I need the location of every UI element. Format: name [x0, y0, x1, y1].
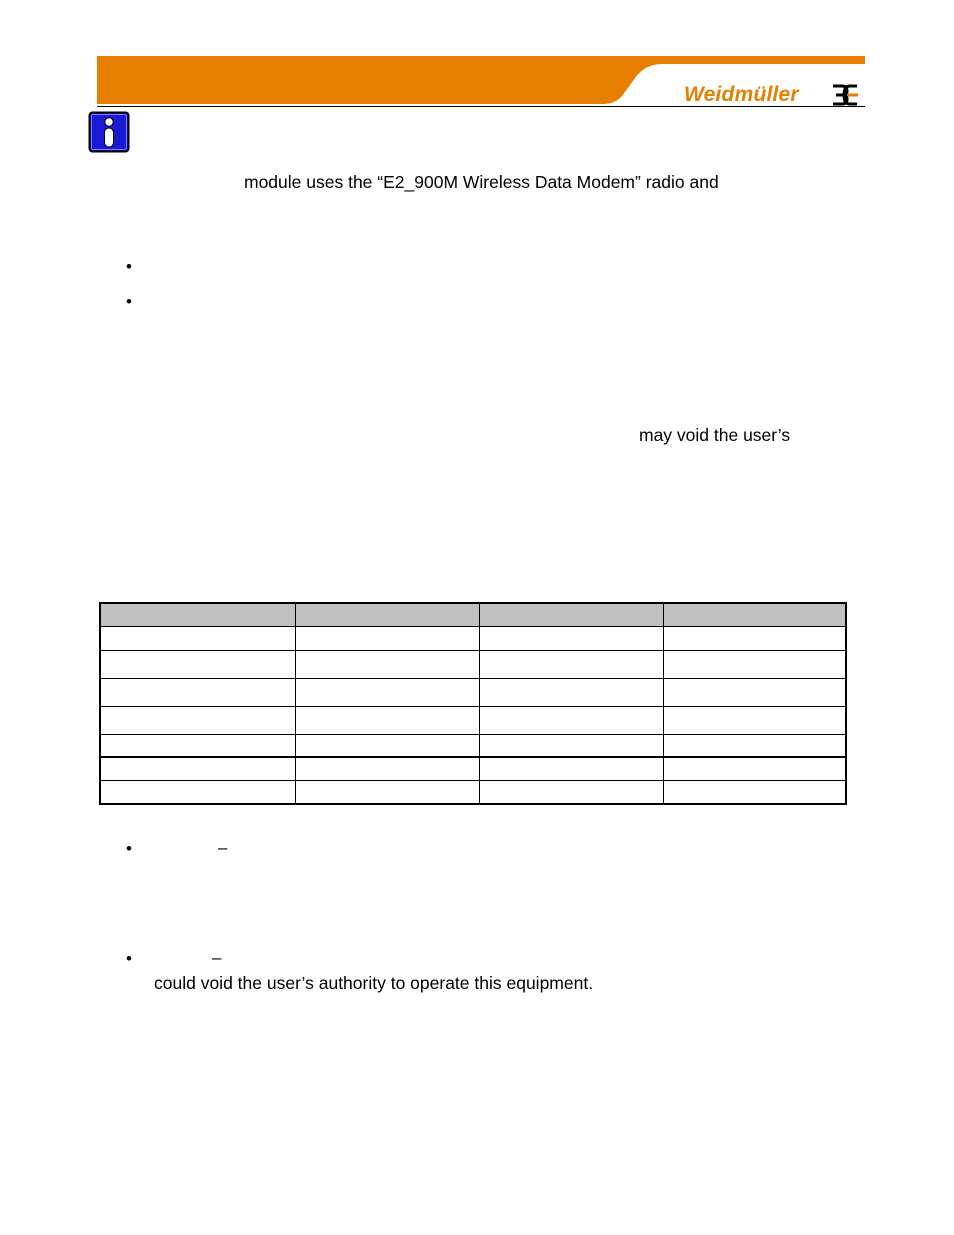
table-cell — [295, 679, 479, 707]
info-icon — [88, 111, 130, 153]
table-row — [100, 651, 846, 679]
void-authority-text: may void the user’s — [639, 425, 791, 445]
table-row — [100, 627, 846, 651]
table-cell — [479, 651, 663, 679]
table-row — [100, 707, 846, 735]
table-cell — [663, 735, 846, 757]
bullet-1: • — [126, 257, 132, 276]
weidmuller-logo-icon — [830, 82, 860, 108]
table-cell — [663, 651, 846, 679]
table-cell — [100, 735, 295, 757]
table-row — [100, 679, 846, 707]
table-cell — [295, 627, 479, 651]
table-cell — [663, 757, 846, 781]
table-cell — [663, 781, 846, 804]
table-row — [100, 757, 846, 781]
bullet-4: • — [126, 949, 132, 968]
table-cell — [100, 651, 295, 679]
table-cell — [479, 707, 663, 735]
table-header-cell — [479, 603, 663, 627]
table-cell — [479, 627, 663, 651]
table-cell — [295, 781, 479, 804]
table-cell — [100, 707, 295, 735]
table-cell — [100, 757, 295, 781]
spec-table — [99, 602, 847, 805]
bullet-2: • — [126, 292, 132, 311]
bullet-3: • — [126, 839, 132, 858]
table-cell — [100, 627, 295, 651]
table-cell — [479, 735, 663, 757]
table-header-row — [100, 603, 846, 627]
table-header-cell — [295, 603, 479, 627]
bullet-4-dash: – — [212, 948, 222, 967]
table-cell — [663, 707, 846, 735]
table-cell — [479, 757, 663, 781]
table-cell — [100, 781, 295, 804]
brand-logo-text: Weidmüller — [684, 83, 799, 106]
table-cell — [100, 679, 295, 707]
table-cell — [295, 757, 479, 781]
table-cell — [295, 707, 479, 735]
table-cell — [295, 735, 479, 757]
table-cell — [479, 781, 663, 804]
table-cell — [663, 627, 846, 651]
table-cell — [663, 679, 846, 707]
bullet-3-dash: – — [218, 838, 228, 857]
table-header-cell — [100, 603, 295, 627]
table-cell — [479, 679, 663, 707]
table-row — [100, 735, 846, 757]
table-cell — [295, 651, 479, 679]
authority-warning-text: could void the user’s authority to operate this equipment. — [154, 973, 594, 993]
table-header-cell — [663, 603, 846, 627]
table-row — [100, 781, 846, 804]
module-radio-text: module uses the “E2_900M Wireless Data Modem” radio and — [244, 172, 719, 192]
